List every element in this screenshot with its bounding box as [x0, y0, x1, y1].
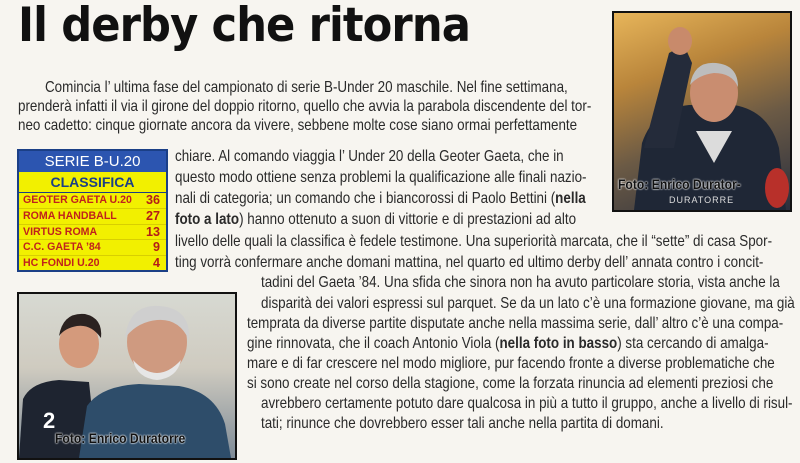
svg-text:2: 2: [43, 408, 56, 433]
coach-photo-bottom: [17, 292, 237, 460]
team-name: VIRTUS ROMA: [23, 225, 98, 238]
body-line: prenderà infatti il via il girone del doppio ritorno, quello che avvia la parabola discendente del tor-: [18, 98, 592, 115]
standings-row: [19, 255, 166, 271]
standings-row: [19, 193, 166, 208]
body-line: Comincia l’ ultima fase del campionato di serie B-Under 20 maschile. Nel fine settimana,: [45, 79, 568, 96]
body-text: nali di categoria; un comando che i biancorossi di Paolo Bettini (: [175, 190, 556, 207]
body-line: tadini del Gaeta ’84. Una sfida che sinora non ha avuto particolare storia, vista anche la: [261, 274, 780, 291]
body-line: avrebbero certamente potuto dare qualcosa in più a tutto il gruppo, anche a livello di risul-: [261, 395, 793, 412]
body-line: ting vorrà confermare anche domani mattina, nel quarto ed ultimo derby dell’ annata contro i concit-: [175, 254, 764, 271]
body-line: neo cadetto: cinque giornate ancora da vivere, sebbene molte cose siano ormai perfettamente: [18, 117, 578, 134]
body-text: ) hanno ottenuto a suon di vittorie e di prestazioni ad alto: [239, 211, 577, 228]
body-line: si sono create nel corso della stagione, come la forzata rinuncia ad elementi preziosi che: [247, 375, 774, 392]
standings-row: [19, 239, 166, 255]
team-points: 9: [152, 240, 160, 255]
body-line: questo modo ottiene senza problemi la qualificazione alle finali nazio-: [175, 169, 587, 186]
coach-photo-top: [612, 11, 792, 212]
team-points: 27: [145, 208, 160, 223]
body-line: [175, 210, 576, 229]
body-line: temprata da diverse partite disputate anche nella massima serie, dall’ altro c’è una compa-: [247, 315, 784, 332]
body-bold: nella foto in basso: [499, 335, 618, 352]
team-name: GEOTER GAETA U.20: [23, 194, 132, 206]
body-line: chiare. Al comando viaggia l’ Under 20 della Geoter Gaeta, che in: [175, 148, 564, 165]
photo-top-caption: Foto: Enrico Durator-: [618, 177, 741, 192]
team-name: C.C. GAETA ’84: [23, 241, 101, 254]
body-bold: nella: [555, 190, 586, 207]
standings-row: [19, 208, 166, 224]
body-line: [175, 189, 586, 208]
body-line: tati; rinunce che dovrebbero esser tali anche nella partita di domani.: [261, 415, 664, 432]
body-bold: foto a lato: [175, 211, 240, 228]
standings-title: SERIE B-U.20: [19, 151, 166, 172]
team-points: 36: [145, 193, 160, 207]
photo-top-credit: DURATORRE: [669, 195, 735, 205]
standings-subtitle: CLASSIFICA: [19, 172, 166, 193]
team-points: 13: [145, 224, 160, 239]
photo-bottom-caption: Foto: Enrico Duratorre: [55, 431, 186, 446]
body-line: mare e di far crescere nel modo migliore, pur facendo fronte a diverse problematiche che: [247, 355, 775, 372]
body-line: livello delle quali la classifica è fedele testimone. Una superiorità marcata, che il “sette” di casa Spor-: [175, 233, 773, 250]
team-name: HC FONDI U.20: [23, 257, 100, 270]
standings-row: [19, 224, 166, 240]
body-line: disparità dei valori espressi sul parquet. Se da un lato c’è una formazione giovane, ma già: [261, 295, 795, 312]
team-points: 4: [152, 256, 160, 271]
team-name: ROMA HANDBALL: [23, 209, 117, 222]
body-text: ) sta cercando di amalga-: [617, 335, 769, 352]
article-headline: Il derby che ritorna: [18, 0, 470, 53]
standings-table: [17, 149, 168, 272]
body-line: [247, 334, 769, 353]
body-text: gine rinnovata, che il coach Antonio Viola (: [247, 335, 500, 352]
